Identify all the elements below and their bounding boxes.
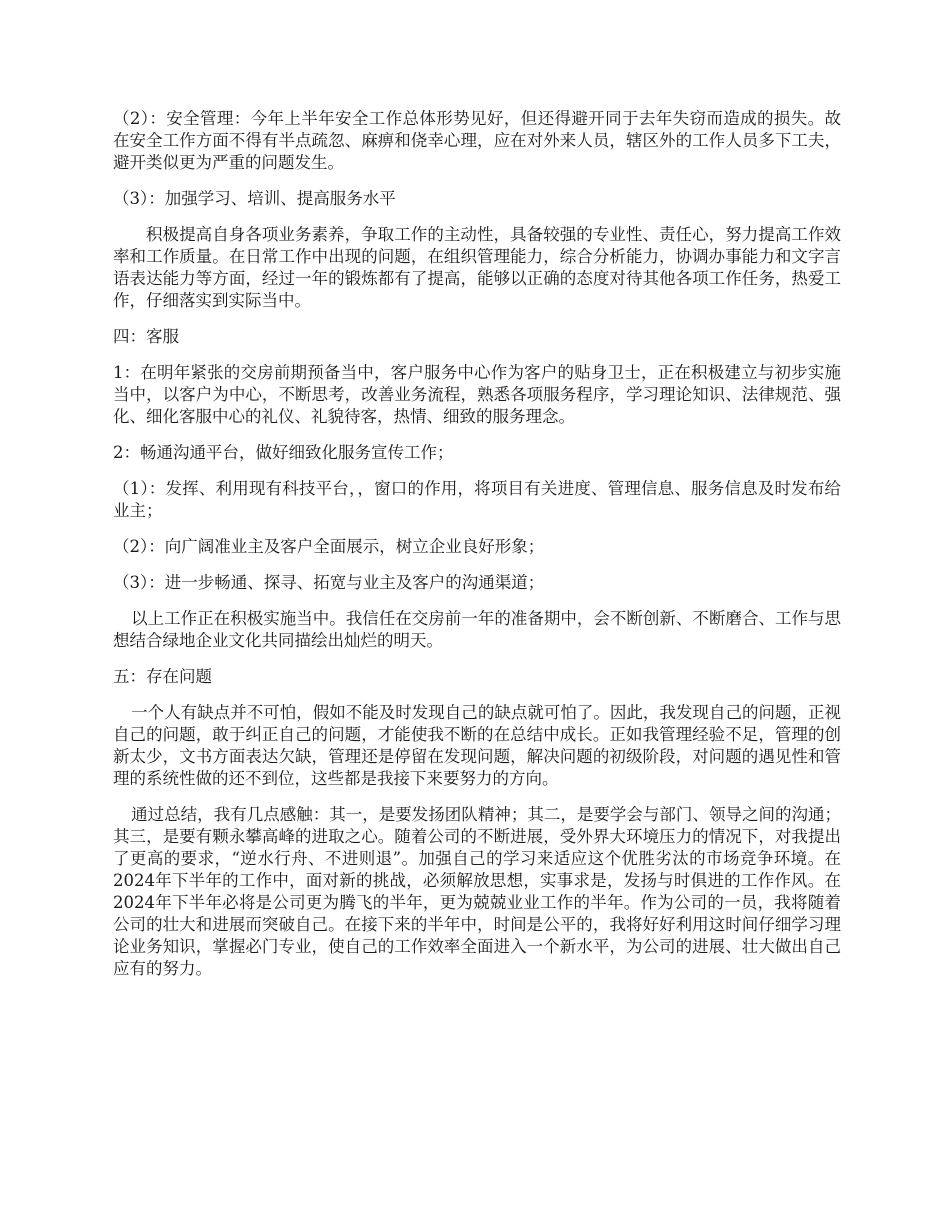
paragraph-training-heading: （3）：加强学习、培训、提高服务水平 xyxy=(113,189,396,208)
paragraph-implementation-summary: 以上工作正在积极实施当中。我信任在交房前一年的准备期中，会不断创新、不断磨合、工作与思想结合绿地企业文化共同描绘出灿烂的明天。 xyxy=(113,609,841,650)
paragraph-sub-item-2: （2）：向广阔准业主及客户全面展示，树立企业良好形象； xyxy=(113,537,545,556)
paragraph-sub-item-3: （3）：进一步畅通、探寻、拓宽与业主及客户的沟通渠道； xyxy=(113,573,545,592)
paragraph-safety-management: （2）：安全管理：今年上半年安全工作总体形势见好，但还得避开同于去年失窃而造成的损失。故在安全工作方面不得有半点疏忽、麻痹和侥幸心理，应在对外来人员，辖区外的工作人员多下工夫，避开类似更为严重的问题发生。 xyxy=(113,109,841,172)
paragraph-conclusion: 通过总结，我有几点感触：其一，是要发扬团队精神；其二，是要学会与部门、领导之间的沟通；其三，是要有颗永攀高峰的进取之心。随着公司的不断进展，受外界大环境压力的情况下，对我提出了更高的要求，“逆水行舟、不进则退”。加强自己的学习来适应这个优胜劣汰的市场竞争环境。在2024年下半年的工作中，面对新的挑战，必须解放思想，实事求是，发扬与时俱进的工作作风。在2024年下半年必将是公司更为腾飞的半年，更为兢兢业业工作的半年。作为公司的一员，我将随着公司的壮大和进展而突破自己。在接下来的半年中，时间是公平的，我将好好利用这时间仔细学习理论业务知识，掌握必门专业，使自己的工作效率全面进入一个新水平，为公司的进展、壮大做出自己应有的努力。 xyxy=(113,805,841,978)
paragraph-customer-service-2: 2：畅通沟通平台，做好细致化服务宣传工作； xyxy=(113,443,454,462)
paragraph-training-body: 积极提高自身各项业务素养，争取工作的主动性，具备较强的专业性、责任心，努力提高工作效率和工作质量。在日常工作中出现的问题，在组织管理能力，综合分析能力，协调办事能力和文字言语表达能力等方面，经过一年的锻炼都有了提高，能够以正确的态度对待其他各项工作任务，热爱工作，仔细落实到实际当中。 xyxy=(113,225,841,310)
section-heading-customer-service: 四：客服 xyxy=(113,327,179,346)
paragraph-customer-service-1: 1：在明年紧张的交房前期预备当中，客户服务中心作为客户的贴身卫士，正在积极建立与初步实施当中，以客户为中心，不断思考，改善业务流程，熟悉各项服务程序，学习理论知识、法律规范、强化、细化客服中心的礼仪、礼貌待客，热情、细致的服务理念。 xyxy=(113,363,841,426)
section-heading-problems: 五：存在问题 xyxy=(113,667,212,686)
paragraph-problems-body: 一个人有缺点并不可怕，假如不能及时发现自己的缺点就可怕了。因此，我发现自己的问题，正视自己的问题，敢于纠正自己的问题，才能使我不断的在总结中成长。正如我管理经验不足，管理的创新太少，文书方面表达欠缺，管理还是停留在发现问题，解决问题的初级阶段，对问题的遇见性和管理的系统性做的还不到位，这些都是我接下来要努力的方向。 xyxy=(113,703,841,788)
document-page xyxy=(113,108,841,994)
paragraph-sub-item-1: （1）：发挥、利用现有科技平台，，窗口的作用，将项目有关进度、管理信息、服务信息及时发布给业主； xyxy=(113,479,841,520)
